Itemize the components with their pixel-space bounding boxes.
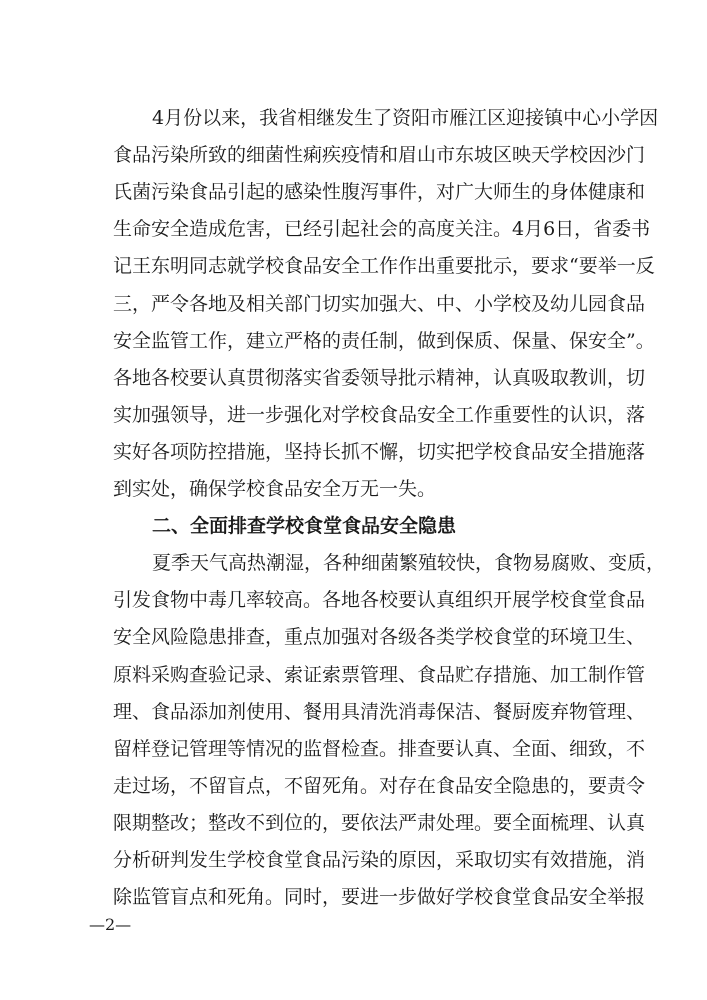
paragraph-line: 三，严令各地及相关部门切实加强大、中、小学校及幼儿园食品 (113, 292, 646, 315)
paragraph-line: 安全风险隐患排查，重点加强对各级各类学校食堂的环境卫生、 (113, 626, 646, 649)
paragraph-line: 限期整改；整改不到位的，要依法严肃处理。要全面梳理、认真 (113, 811, 646, 834)
paragraph-line: 食品污染所致的细菌性痢疾疫情和眉山市东坡区映天学校因沙门 (113, 144, 646, 167)
paragraph-line: 各地各校要认真贯彻落实省委领导批示精神，认真吸取教训，切 (113, 366, 646, 389)
paragraph-line: 氏菌污染食品引起的感染性腹泻事件，对广大师生的身体健康和 (113, 181, 646, 204)
paragraph-line: 记王东明同志就学校食品安全工作作出重要批示，要求“要举一反 (113, 255, 655, 278)
paragraph-line: 夏季天气高热潮湿，各种细菌繁殖较快，食物易腐败、变质， (152, 552, 666, 575)
paragraph-line: 实加强领导，进一步强化对学校食品安全工作重要性的认识，落 (113, 403, 646, 426)
paragraph-line: 走过场，不留盲点，不留死角。对存在食品安全隐患的，要责令 (113, 774, 646, 797)
paragraph-line: 理、食品添加剂使用、餐用具清洗消毒保洁、餐厨废弃物管理、 (113, 700, 646, 723)
paragraph-line: 原料采购查验记录、索证索票管理、食品贮存措施、加工制作管 (113, 663, 646, 686)
section-heading: 二、全面排查学校食堂食品安全隐患 (152, 515, 457, 538)
paragraph-line: 分析研判发生学校食堂食品污染的原因，采取切实有效措施，消 (113, 849, 646, 871)
paragraph-line: 到实处，确保学校食品安全万无一失。 (113, 478, 437, 500)
paragraph-line: 实好各项防控措施，坚持长抓不懈，切实把学校食品安全措施落 (113, 440, 646, 463)
paragraph-line: 留样登记管理等情况的监督检查。排查要认真、全面、细致，不 (113, 737, 646, 760)
paragraph-line: 生命安全造成危害，已经引起社会的高度关注。4月6日，省委书 (113, 218, 651, 241)
paragraph-line: 安全监管工作，建立严格的责任制，做到保质、保量、保安全”。 (113, 329, 655, 352)
paragraph-line: 4月份以来，我省相继发生了资阳市雁江区迎接镇中心小学因 (152, 107, 659, 129)
paragraph-line: 引发食物中毒几率较高。各地各校要认真组织开展学校食堂食品 (113, 589, 646, 612)
page-number: —2— (89, 915, 132, 935)
paragraph-line: 除监管盲点和死角。同时，要进一步做好学校食堂食品安全举报 (113, 886, 646, 909)
